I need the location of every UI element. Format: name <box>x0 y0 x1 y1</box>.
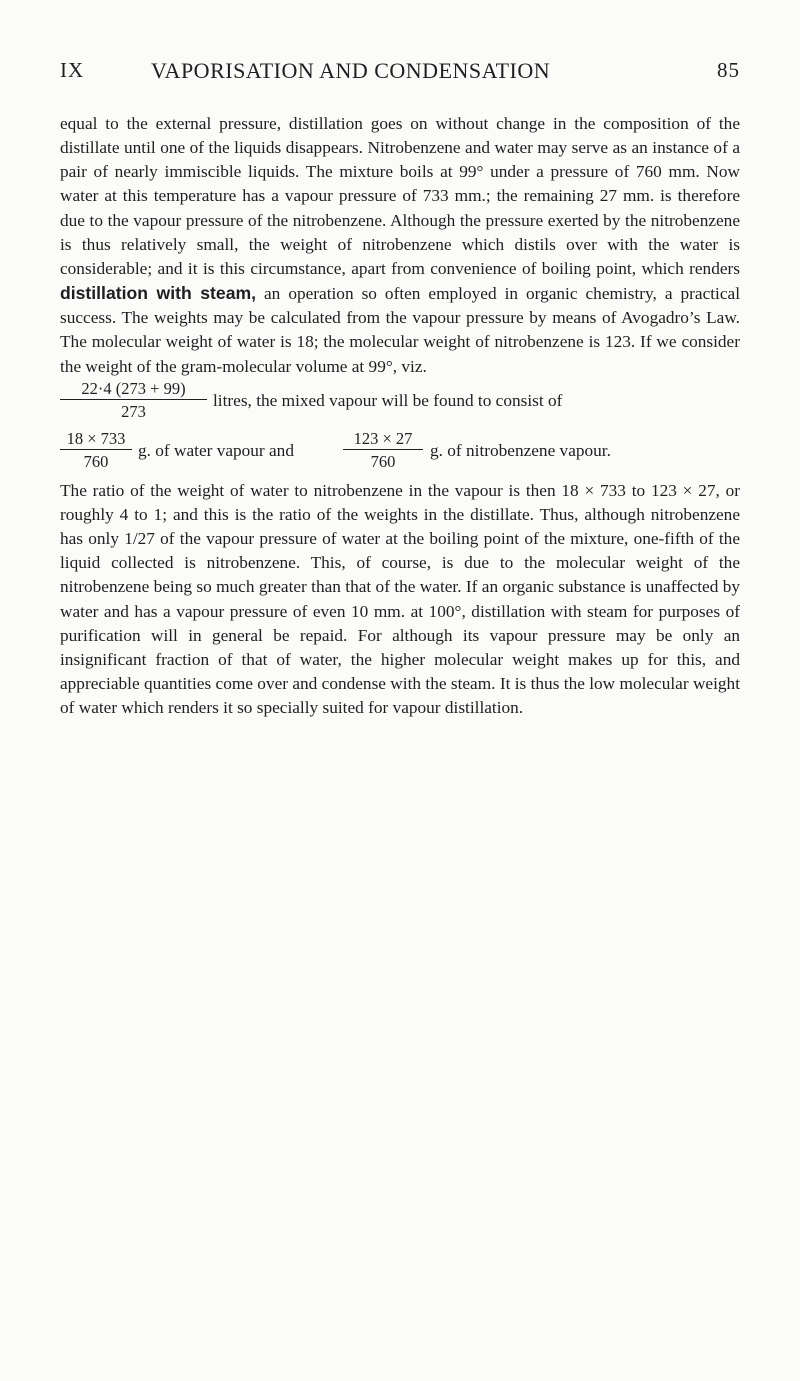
fraction-numerator: 22·4 (273 + 99) <box>81 378 186 398</box>
fraction-denominator: 273 <box>121 401 146 421</box>
chapter-number: IX <box>60 58 85 82</box>
equation-line-2 <box>60 429 740 479</box>
body-text <box>60 112 740 720</box>
fraction-gram-molecular-volume <box>60 379 207 421</box>
paragraph-1-text: equal to the external pressure, distillation goes on without change in the composition of the distillate until one of the liquids disappears. Nitrobenzene and water may serve as an instance of a pair of nearly immiscible liquids. The mixture boils at 99° under a pressure of 760 mm. Now water at this temperature has a vapour pressure of 733 mm.; the remaining 27 mm. is therefore due to the vapour pressure of the nitrobenzene. Although the pressure exerted by the nitrobenzene is thus relatively small, the weight of nitrobenzene which distils over with the water is considerable; and it is this circumstance, apart from convenience of boiling point, which renders <box>60 114 740 278</box>
water-vapour-text: g. of water vapour and <box>138 440 294 460</box>
chapter-title: VAPORISATION AND CONDENSATION <box>151 58 551 83</box>
paragraph-1 <box>60 112 740 379</box>
equation-line-1 <box>60 379 740 429</box>
fraction-nitrobenzene-vapour <box>343 429 423 471</box>
fraction-water-vapour <box>60 429 132 471</box>
page-number: 85 <box>717 58 740 82</box>
equation-line-1-text: litres, the mixed vapour will be found to consist of <box>213 390 563 410</box>
fraction-bar <box>60 449 132 450</box>
fraction-bar <box>343 449 423 450</box>
fraction-bar <box>60 399 207 400</box>
paragraph-1-continued: an operation so often employed in organic chemistry, a practical success. The weights may be calculated from the vapour pressure by means of Avogadro’s Law. The molecular weight of water is 18; the molecular weight of nitrobenzene is 123. If we consider the weight of the gram-molecular volume at 99°, viz. <box>60 284 740 376</box>
running-head <box>60 58 740 88</box>
fraction-denominator: 760 <box>370 451 396 471</box>
nitrobenzene-vapour-text: g. of nitrobenzene vapour. <box>430 440 611 460</box>
emphasis-distillation-with-steam: distillation with steam, <box>60 283 257 304</box>
paragraph-2: The ratio of the weight of water to nitrobenzene in the vapour is then 18 × 733 to 123 × 27, or roughly 4 to 1; and this is the ratio of the weights in the distillate. Thus, although nitrobenzene has only 1/27 of the vapour pressure of water at the boiling point of the mixture, one-fifth of the liquid collected is nitrobenzene. This, of course, is due to the molecular weight of the nitrobenzene being so much greater than that of the water. If an organic substance is unaffected by water and has a vapour pressure of even 10 mm. at 100°, distillation with steam for purposes of purification will in general be repaid. For although its vapour pressure may be only an insignificant fraction of that of water, the higher molecular weight makes up for this, and appreciable quantities come over and condense with the steam. It is thus the low molecular weight of water which renders it so specially suited for vapour distillation. <box>60 480 740 718</box>
fraction-denominator: 760 <box>83 451 109 471</box>
fraction-numerator: 18 × 733 <box>66 428 126 448</box>
fraction-numerator: 123 × 27 <box>353 428 413 448</box>
